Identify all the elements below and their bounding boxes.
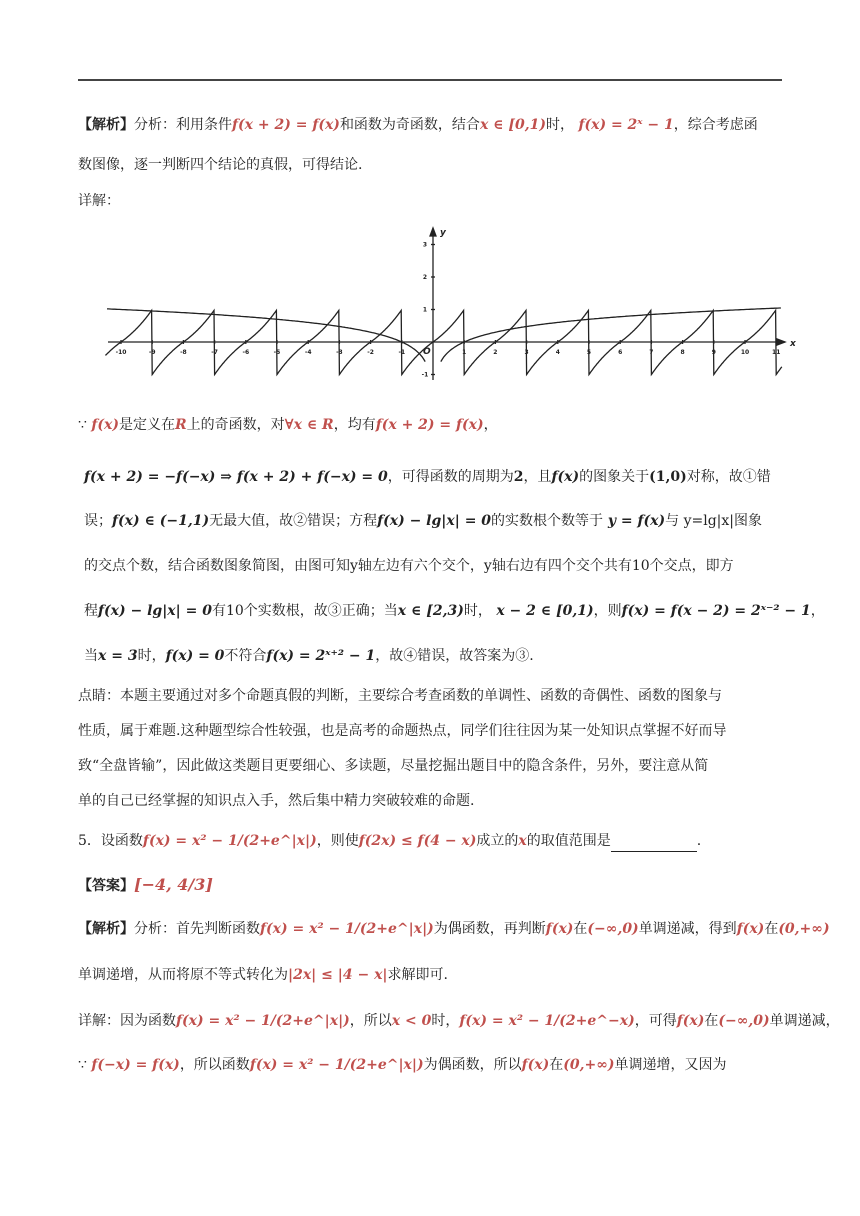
text: 在 [704, 1013, 719, 1029]
text: 单调递增，又因为 [614, 1057, 727, 1073]
text: ，可得函数的周期为 [387, 469, 514, 485]
detail-line-3 [84, 510, 762, 532]
formula: f(x) = x² − 1/(2+e^|x|) [176, 1013, 350, 1029]
text: 时， [463, 603, 497, 619]
x-axis-label: x [790, 339, 796, 349]
x-tick-label: -6 [242, 349, 250, 356]
x-tick-label: -1 [398, 349, 406, 356]
formula: f(x) [521, 1057, 550, 1073]
formula: f(x) = x² − 1/(2+e^−x) [459, 1013, 635, 1029]
formula: f(x) − lg|x| = 0 [377, 513, 492, 529]
formula: f(x) = 2ˣ⁺² − 1 [266, 648, 376, 664]
formula: f(x) = x² − 1/(2+e^|x|) [260, 921, 434, 937]
solution-line-3 [78, 1010, 840, 1032]
formula: |2x| ≤ |4 − x| [288, 967, 388, 983]
formula: f(x) [676, 1013, 705, 1029]
text: 分析：利用条件 [134, 117, 232, 133]
lg-curve-right [441, 308, 781, 362]
formula: x [518, 833, 527, 849]
text: ， [483, 417, 498, 433]
formula: x ∈ [2,3) [397, 603, 464, 619]
analysis-label: 【解析】 [78, 921, 134, 937]
text: 详解：因为函数 [78, 1013, 176, 1029]
formula: f(x) − lg|x| = 0 [98, 603, 212, 619]
y-axis-label: y [440, 228, 446, 238]
text: ，则使 [316, 833, 359, 849]
question-5 [78, 830, 701, 852]
formula: f(x) ∈ (−1,1) [112, 513, 210, 529]
x-tick-label: -9 [148, 349, 156, 356]
text: 程 [84, 603, 98, 619]
text: 有10个实数根，故③正确；当 [211, 603, 398, 619]
formula: f(x) [91, 417, 119, 433]
answer-label: 【答案】 [78, 878, 134, 894]
text: ，则 [593, 603, 622, 619]
text: 为偶函数，再判断 [433, 921, 546, 937]
x-tick-label: -8 [180, 349, 187, 356]
comment-line-4: 单的自己已经掌握的知识点入手，然后集中精力突破较难的命题. [78, 793, 475, 809]
text: 单调递增，从而将原不等式转化为 [78, 967, 288, 983]
text: 当 [84, 648, 98, 664]
formula: y = f(x) [603, 513, 666, 529]
y-tick-label: -1 [421, 371, 429, 379]
x-tick-label: 4 [555, 349, 560, 356]
y-tick-label: 1 [422, 306, 428, 314]
text: ∵ [78, 1057, 92, 1073]
x-tick-label: -4 [304, 349, 312, 356]
x-tick-label: 6 [618, 349, 623, 356]
detail-line-1 [78, 414, 498, 436]
formula: x − 2 ∈ [0,1) [496, 603, 594, 619]
x-tick-label: 10 [740, 349, 750, 356]
formula: x ∈ [0,1) [479, 117, 546, 133]
text: 与 y=lg|x|图象 [665, 513, 763, 529]
comment-line-3: 致“全盘皆输”，因此做这类题目更要细心、多读题，尽量挖掘出题目中的隐含条件，另外，要注意从简 [78, 758, 709, 774]
solution-line-2 [78, 964, 448, 986]
comment-line-1: 点睛：本题主要通过对多个命题真假的判断，主要综合考查函数的单调性、函数的奇偶性、函数的图象与 [78, 688, 722, 704]
text: 的取值范围是 [526, 833, 611, 849]
x-tick-label: 7 [649, 349, 654, 356]
text: ，综合考虑函 [673, 117, 758, 133]
function-graph [100, 222, 800, 392]
x-tick-label: 2 [493, 349, 498, 356]
origin-label: O [423, 347, 431, 357]
analysis-line-1 [78, 114, 758, 136]
text: 误； [84, 513, 112, 529]
y-tick-label: 2 [422, 274, 428, 281]
x-tick-label: 11 [772, 349, 781, 356]
text: 求解即可. [387, 967, 448, 983]
detail-line-4: 的交点个数，结合函数图象简图，由图可知y轴左边有六个交个，y轴右边有四个交个共有10个交点，即方 [84, 558, 734, 574]
text: 在 [549, 1057, 564, 1073]
text: 时， [546, 117, 574, 133]
text: 时， [137, 648, 166, 664]
formula: (0,+∞) [778, 921, 830, 937]
y-tick-label: 3 [422, 241, 428, 249]
x-tick-label: -3 [336, 349, 343, 356]
text: 分析：首先判断函数 [134, 921, 260, 937]
answer-blank [611, 837, 697, 852]
detail-line-6 [84, 645, 534, 667]
text: 2 [513, 469, 524, 485]
formula: f(x) = x² − 1/(2+e^|x|) [249, 1057, 424, 1073]
text: ，且 [523, 469, 552, 485]
text: 上的奇函数，对 [186, 417, 285, 433]
text: 成立的 [476, 833, 519, 849]
text: 单调递减，得到 [638, 921, 737, 937]
text: 的实数根个数等于 [491, 513, 604, 529]
x-tick-label: 9 [711, 349, 716, 356]
x-tick-label: -2 [367, 349, 374, 356]
formula: R [174, 417, 187, 433]
x-tick-label: -5 [273, 349, 281, 356]
detail-line-5 [84, 600, 825, 622]
text: 的图象关于 [579, 469, 650, 485]
analysis-line-2: 数图像，逐一判断四个结论的真假，可得结论. [78, 157, 363, 173]
text: ，所以 [349, 1013, 392, 1029]
answer-value: [−4, 4/3] [134, 875, 213, 894]
formula: x < 0 [391, 1013, 432, 1029]
x-tick-label: -7 [211, 349, 218, 356]
text: ，故④错误，故答案为③. [375, 648, 534, 664]
formula: f(2x) ≤ f(4 − x) [358, 833, 477, 849]
text: ∵ [78, 417, 92, 433]
detail-line-2 [84, 466, 771, 488]
formula: f(x) [545, 921, 574, 937]
analysis-label: 【解析】 [78, 117, 134, 133]
formula: f(x) = f(x − 2) = 2ˣ⁻² − 1 [621, 603, 811, 619]
question-number: 5．设函数 [78, 833, 143, 849]
text: 为偶函数，所以 [423, 1057, 522, 1073]
text: 和函数为奇函数，结合 [339, 117, 480, 133]
text: 在 [573, 921, 588, 937]
header-rule [78, 79, 782, 81]
text: 是定义在 [118, 417, 175, 433]
solution-line-1 [78, 918, 830, 940]
text: 无最大值，故②错误；方程 [209, 513, 378, 529]
comment-line-2: 性质，属于难题.这种题型综合性较强，也是高考的命题热点，同学们往往因为某一处知识点掌握不好而导 [78, 723, 727, 739]
formula: x = 3 [98, 648, 138, 664]
formula: (−∞,0) [587, 921, 639, 937]
x-tick-label: -10 [115, 349, 127, 356]
formula: f(x) = 0 [165, 648, 225, 664]
formula: (0,+∞) [563, 1057, 615, 1073]
text: ， [810, 603, 825, 619]
formula: f(x) [551, 469, 580, 485]
formula: f(x + 2) = f(x) [232, 117, 340, 133]
text: 对称，故①错 [686, 469, 771, 485]
formula: f(x + 2) = f(x) [375, 417, 484, 433]
formula: f(x) = x² − 1/(2+e^|x|) [142, 833, 317, 849]
answer-line [78, 874, 213, 897]
formula: ∀x ∈ R [284, 417, 334, 433]
detail-label: 详解： [78, 193, 120, 209]
text: 单调递减， [769, 1013, 840, 1029]
solution-line-4 [78, 1054, 727, 1076]
text: . [696, 833, 702, 849]
text: 时， [431, 1013, 460, 1029]
x-tick-label: 1 [462, 349, 467, 356]
formula: f(−x) = f(x) [91, 1057, 180, 1073]
x-tick-label: 3 [524, 349, 529, 356]
formula: f(x) [736, 921, 765, 937]
x-tick-label: 8 [680, 349, 685, 356]
text: 在 [764, 921, 779, 937]
formula: f(x) = 2ˣ − 1 [578, 117, 674, 133]
formula: f(x + 2) = −f(−x) ⇒ f(x + 2) + f(−x) = 0 [84, 469, 388, 485]
text: ，所以函数 [179, 1057, 250, 1073]
text: ，可得 [634, 1013, 677, 1029]
x-tick-label: 5 [586, 349, 592, 356]
text: ，均有 [333, 417, 376, 433]
y-axis-arrow [430, 228, 436, 236]
text: (1,0) [649, 469, 687, 485]
text: 不符合 [224, 648, 267, 664]
x-axis-arrow [777, 339, 785, 345]
formula: (−∞,0) [718, 1013, 770, 1029]
